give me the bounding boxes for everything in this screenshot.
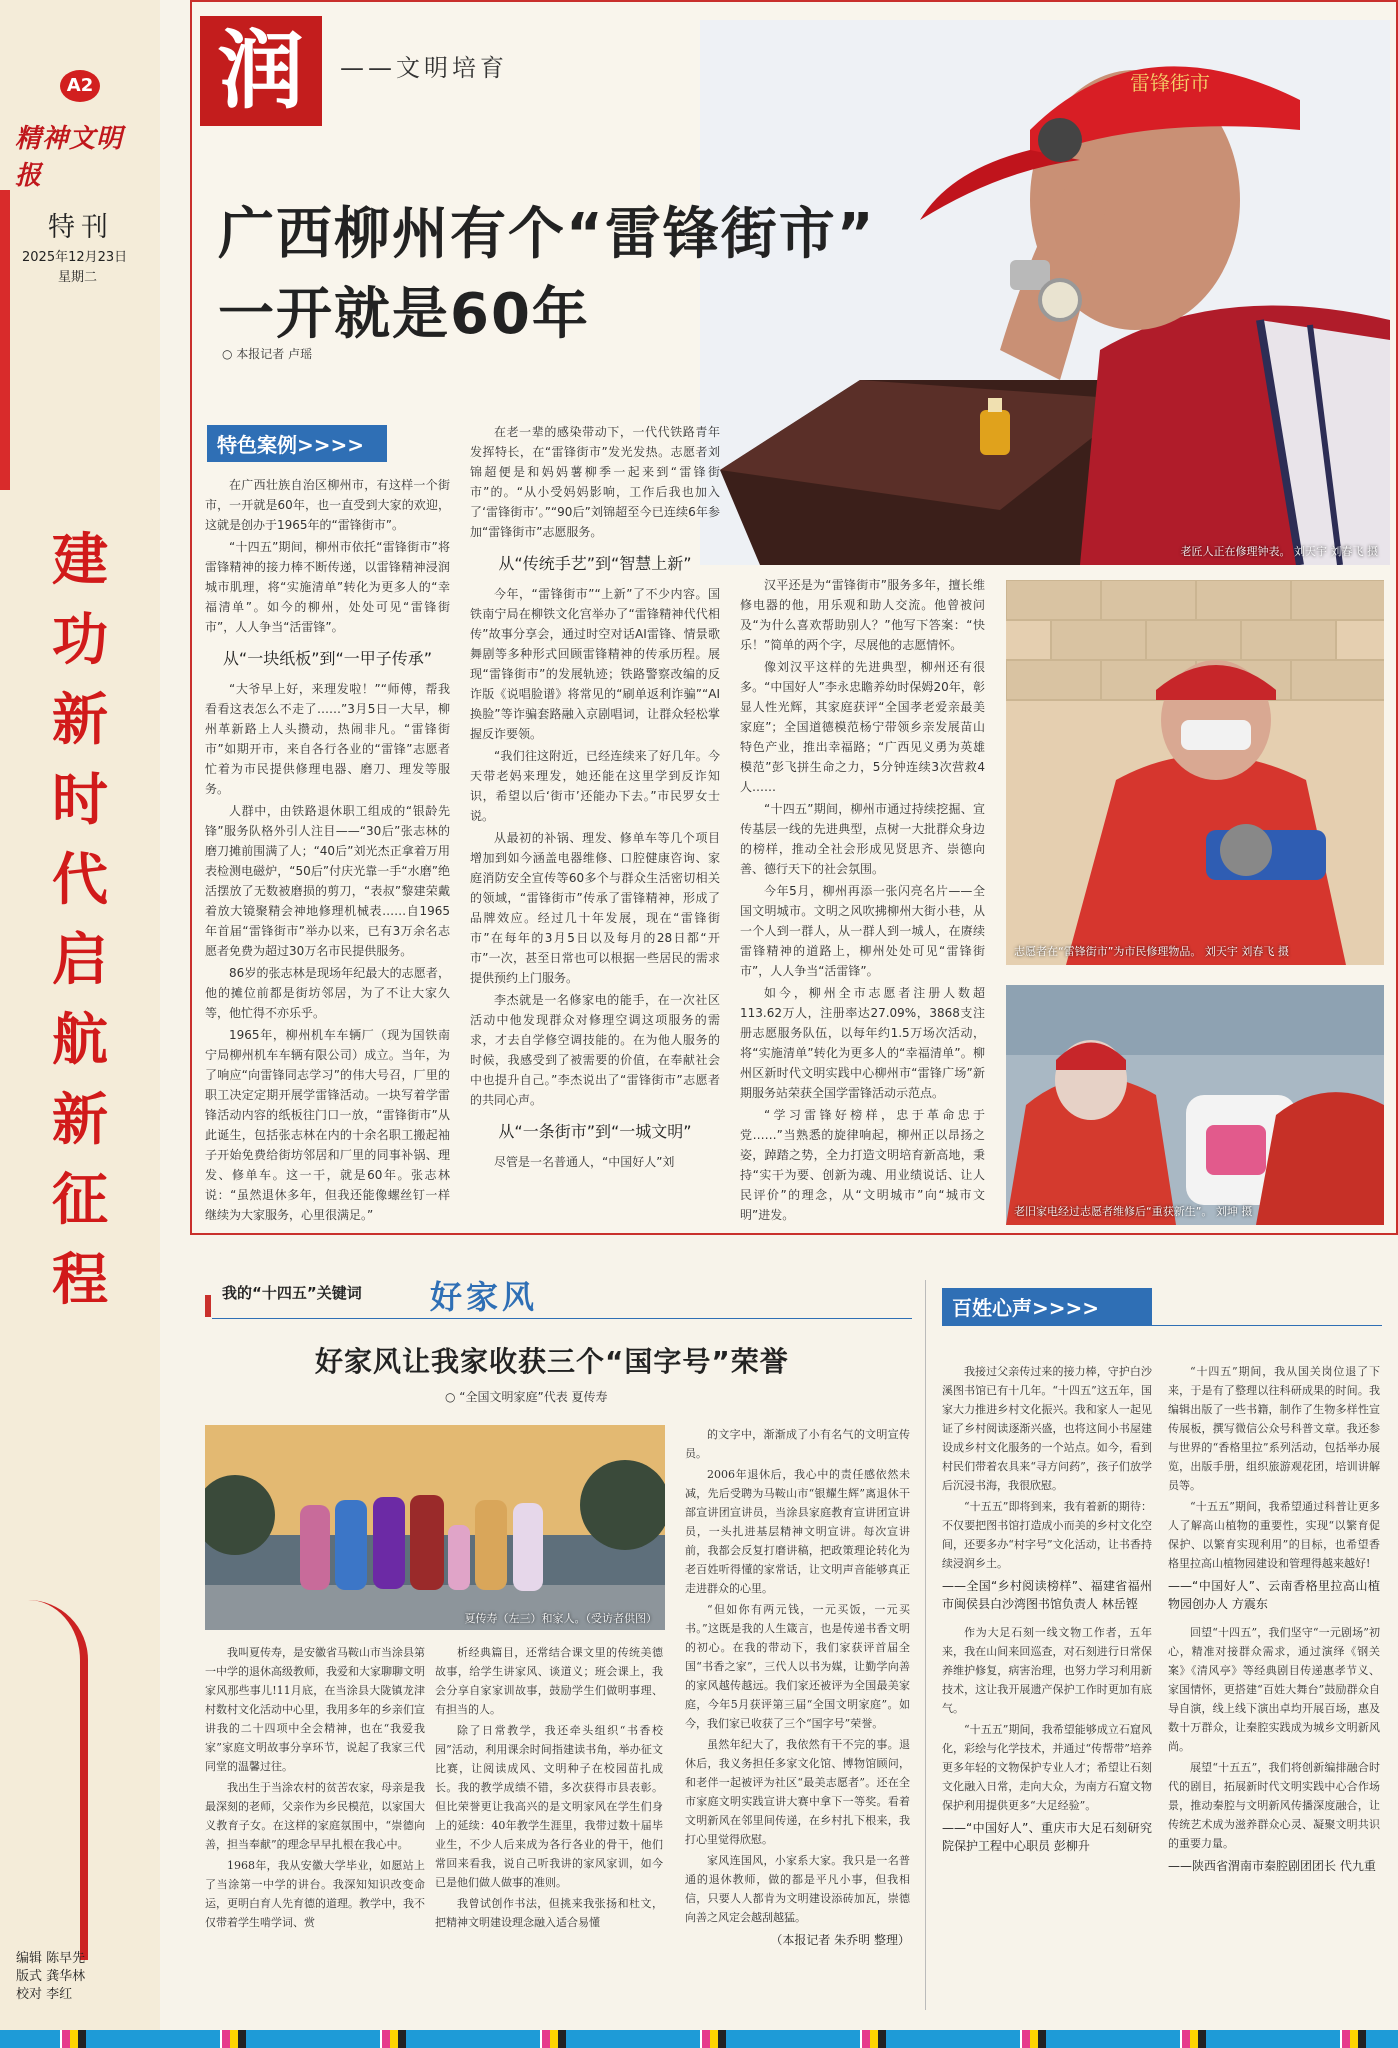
slogan-char: 启 [52,927,108,993]
column-divider [925,1280,926,2010]
paragraph: “十五五”期间，我希望通过科普让更多人了解高山植物的重要性，实现“以繁育促保护、以繁育实现利用”的目标，也希望香格里拉高山植物园建设和管理得越来越好! [1168,1500,1380,1570]
slogan-char: 新 [52,1087,108,1153]
paragraph: “十五五”期间，我希望能够成立石窟风化，彩绘与化学技术，并通过“传帮带”培养更多年轻的文物保护专业人才；希望让石刻文化融入日常，走向大众，为南方石窟文物保护利用提供更多“大足经验”。 [942,1723,1152,1812]
keyword-marker [205,1295,211,1317]
staff-credits [16,1950,85,2004]
paragraph: 在广西壮族自治区柳州市，有这样一个街市，一开就是60年，也一直受到大家的欢迎，这就是创办于1965年的“雷锋街市”。 [205,478,450,532]
family-column-2 [435,1643,663,1934]
signature: ——“中国好人”、云南香格里拉高山植物园创办人 方震东 [1168,1579,1380,1611]
paragraph: 我叫夏传寿，是安徽省马鞍山市当涂县第一中学的退休高级教师，我爱和大家聊聊文明家风那些事儿!11月底，在当涂县大陇镇龙津村数村文化活动中心里，我用多年的乡亲们宣讲我的二十四项中全会精神，也在“我爱我家”家庭文明故事分享环节，说起了我家三代同堂的温馨过往。 [205,1646,425,1773]
paragraph: 回望“十四五”，我们坚守“一元剧场”初心，精准对接群众需求，通过演绎《钢关案》《清风亭》等经典剧目传递惠孝节义、家国情怀，更搭建“百姓大舞台”鼓励群众自导自演，线上线下演出卓均开展百场，惠及数十万群众，让秦腔实践成为城乡文明新风尚。 [1168,1626,1380,1753]
issue-date: 2025年12月23日 [22,250,128,265]
watch-repairman-illustration [700,20,1390,565]
slogan-char: 程 [52,1247,108,1313]
article-column-3 [740,575,985,1227]
family-headline: 好家风让我家收获三个“国字号”荣誉 [315,1345,789,1378]
paragraph: “我们往这附近，已经连续来了好几年。今天带老妈来理发，她还能在这里学到反诈知识，希望以后‘街市’还能办下去。”市民罗女士说。 [470,749,720,823]
slogan-char: 建 [52,527,108,593]
paragraph: 析经典篇目，还常结合课文里的传统美德故事，给学生讲家风、谈道义；班会课上，我会分享自家家训故事，鼓励学生们做明事理、有担当的人。 [435,1646,663,1716]
family-column-1 [205,1643,425,1934]
paragraph: “十五五”即将到来，我有着新的期待：不仅要把图书馆打造成小而美的乡村文化空间，还要多办“村字号”文化活动，让书香持续浸润乡土。 [942,1500,1152,1570]
paragraph: 86岁的张志林是现场年纪最大的志愿者，他的摊位前都是街坊邻居，为了不让大家久等，他忙得不亦乐乎。 [205,966,450,1020]
rule-line [212,1318,912,1319]
special-issue-label: 特刊 [48,212,114,243]
keyword-label: 我的“十四五”关键词 [222,1284,362,1302]
feature-tag: 特色案例>>>> [207,425,387,462]
paragraph: 2006年退休后，我心中的责任感依然未减，先后受聘为马鞍山市“银耀生辉”离退休干部宣讲团宣讲员，当涂县家庭教育宣讲团宣讲员，一头扎进基层精神文明宣讲。每次宣讲前，我都会反复打磨讲稿，把政策理论转化为老百姓听得懂的家常话，让文明声音能够真正走进群众的心里。 [685,1468,910,1595]
paragraph: 我曾试创作书法，但挑来我张扬和杜文，把精神文明建设理念融入适合易懂 [435,1897,663,1929]
family-column-3 [685,1425,910,1959]
newspaper-logo: 精神文明报 [15,124,124,191]
paragraph: 1968年，我从安徽大学毕业，如愿站上了当涂第一中学的讲台。我深知知识改变命运，更明白育人先育德的道理。教学中，我不仅带着学生啃学词、赏 [205,1859,425,1929]
paragraph: 作为大足石刻一线文物工作者，五年来，我在山间来回巡查，对石刻进行日常保养维护修复，病害治理，也努力学习利用新技术，这让我开展遗产保护工作时更加有底气。 [942,1626,1152,1715]
paragraph: 汉平还是为“雷锋街市”服务多年，擅长维修电器的他，用乐观和助人交流。他曾被问及“为什么喜欢帮助别人？”他写下答案：“快乐！”简单的两个字，尽展他的志愿情怀。 [740,578,985,652]
article-column-2 [470,422,720,1174]
credit-layout: 版式 龚华林 [16,1969,86,1984]
keyword-badge: 好家风 [430,1278,539,1316]
credit-proofread: 校对 李红 [16,1987,73,2002]
paragraph: 家风连国风，小家系大家。我只是一名普通的退休教师，做的都是平凡小事，但我相信，只要人人都肯为文明建设添砖加瓦，崇德向善之风定会越刮越猛。 [685,1854,910,1924]
section-mark: 润 [200,16,322,126]
article-byline: ○ 本报记者 卢瑶 [222,347,313,361]
paragraph: “十四五”期间，柳州市通过持续挖掘、宣传基层一线的先进典型，点树一大批群众身边的榜样，推动全社会形成见贤思齐、崇德向善、德行天下的社会氛围。 [740,802,985,876]
editor-note: （本报记者 朱乔明 整理） [770,1933,910,1947]
paragraph: “但如你有两元钱，一元买饭，一元买书。”这既是我的人生箴言，也是传递书香文明的初心。在我的带动下，我们家获评首届全国“书香之家”，三代人以书为媒，让勤学向善的家风越传越远。我们家还被评为全国最美家庭，今年5月获评第三届“全国文明家庭”。如今，我们家已收获了三个“国字号”荣誉。 [685,1603,910,1730]
photo-volunteer-grinding [1006,580,1384,965]
paragraph: 从最初的补锅、理发、修单车等几个项目增加到如今涵盖电器维修、口腔健康咨询、家庭消防安全宣传等60多个与群众生活密切相关的领域，“雷锋街市”传承了雷锋精神，形成了品牌效应。经过几十年发展，现在“雷锋街市”在每年的3月5日以及每月的28日都“开市”一次，甚至日常也可以根据一些居民的需求提供预约上门服务。 [470,831,720,985]
photo-volunteer-appliance [1006,985,1384,1225]
main-photo [700,20,1390,565]
rule-line [942,1325,1382,1326]
paragraph: 展望“十五五”，我们将创新编排融合时代的剧目，拓展新时代文明实践中心合作场景，推动秦腔与文明新风传播深度融合，让传统艺术成为滋养群众心灵、凝聚文明共识的重要力量。 [1168,1761,1380,1850]
photo-caption: 夏传寿（左三）和家人。（受访者供图） [464,1612,657,1625]
paragraph: “大爷早上好，来理发啦！”“师傅，帮我看看这表怎么不走了……”3月5日一大早，柳州革新路上人头攒动，热闹非凡。“雷锋街市”如期开市，来自各行各业的“雷锋”志愿者忙着为市民提供修理电器、磨刀、理发等服务。 [205,682,450,796]
voices-column-1 [942,1362,1152,1865]
article-column-1 [205,475,450,1227]
photo-caption: 老旧家电经过志愿者维修后“重获新生”。 刘坤 摄 [1014,1205,1253,1218]
paragraph: 李杰就是一名修家电的能手，在一次社区活动中他发现群众对修理空调这项服务的需求，才去自学修空调技能的。在为他人服务的时候，我感受到了被需要的价值，在奉献社会中也提升自己。”李杰说出了“雷锋街市”志愿者的共同心声。 [470,993,720,1107]
paragraph: 人群中，由铁路退休职工组成的“银龄先锋”服务队格外引人注目——“30后”张志林的磨刀摊前围满了人；“40后”刘光杰正拿着万用表检测电磁炉，“50后”付庆光靠一手“水磨”绝活摆放了无数被磨损的剪刀，“表叔”黎建荣戴着放大镜聚精会神地修理机械表……自1965年首届“雷锋街市”举办以来，已有3万余名志愿者免费为超过30万名市民提供服务。 [205,804,450,958]
slogan-char: 功 [52,607,108,673]
paragraph: 除了日常教学，我还牵头组织“书香校园”活动，利用课余时间指建读书角，举办征文比赛，让阅读成风、文明种子在校园苗扎成长。我的教学成绩不错，多次获得市县表彰。但比荣誉更让我高兴的是文明家风在学生们身上的延续：40年教学生涯里，我带过数十届毕业生，不少人后来成为各行各业的骨干，他们常回来看我，说自己听我讲的家风家训，如今已是他们做人做事的准则。 [435,1724,663,1889]
signature: ——“中国好人”、重庆市大足石刻研究院保护工程中心职员 彭柳升 [942,1821,1152,1853]
slogan-char: 代 [52,847,108,913]
paragraph: “十四五”期间，柳州市依托“雷锋街市”将雷锋精神的接力棒不断传递，以雷锋精神浸润城市肌理，将“实施清单”转化为更多人的“幸福清单”。如今的柳州，处处可见“雷锋街市”，人人争当“活雷锋”。 [205,540,450,634]
credit-editor: 编辑 陈早先 [16,1951,86,1966]
subheading: 从“传统手艺”到“智慧上新” [498,554,692,573]
paragraph: 我接过父亲传过来的接力棒，守护白沙溪图书馆已有十几年。“十四五”这五年，国家大力推进乡村文化振兴。我和家人一起见证了乡村阅读逐渐兴盛，也将这间小书屋建设成乡村文化服务的一个站点。如今，看到村民们带着农具来“寻方问药”，孩子们放学后沉浸书海，我很欣慰。 [942,1365,1152,1492]
subheading: 从“一条街市”到“一城文明” [498,1122,692,1141]
page-number-badge: A2 [60,70,100,102]
signature: ——全国“乡村阅读榜样”、福建省福州市闽侯县白沙湾图书馆负责人 林岳铿 [942,1579,1152,1611]
photo-caption: 老匠人正在修理钟表。 刘天宇 刘春飞 摄 [1180,545,1378,558]
photo-caption: 志愿者在“雷锋街市”为市民修理物品。 刘天宇 刘春飞 摄 [1014,945,1289,958]
main-headline-line2: 一开就是60年 [218,282,590,347]
family-photo [205,1425,665,1630]
paragraph: “十四五”期间，我从国关岗位退了下来，于是有了整理以往科研成果的时间。我编辑出版了一些书籍，制作了生物多样性宣传展板，撰写微信公众号科普文章。我还参与世界的“香格里拉”系列活动，包括举办展览，出版手册，组织旅游观花团，培训讲解员等。 [1168,1365,1380,1492]
paragraph: 虽然年纪大了，我依然有干不完的事。退休后，我义务担任多家文化馆、博物馆顾问，和老伴一起被评为社区“最美志愿者”。还在全市家庭文明实践宣讲大赛中拿下一等奖。看着文明新风在邻里间传递，在乡村扎下根来，我打心里觉得欣慰。 [685,1738,910,1846]
main-headline-line1: 广西柳州有个“雷锋街市” [218,202,876,267]
voices-column-2 [1168,1362,1380,1885]
paragraph: 尽管是一名普通人，“中国好人”刘 [494,1155,675,1169]
paragraph: 在老一辈的感染带动下，一代代铁路青年发挥特长，在“雷锋街市”发光发热。志愿者刘锦超便是和妈妈薯柳季一起来到“雷锋街市”的。“从小受妈妈影响，工作后我也加入了‘雷锋街市’。”“90后”刘锦超至今已连续6年参加“雷锋街市”志愿服务。 [470,425,720,539]
paragraph: 的文字中，渐渐成了小有名气的文明宣传员。 [685,1428,910,1460]
slogan-char: 时 [52,767,108,833]
slogan-char: 新 [52,687,108,753]
signature: ——陕西省渭南市秦腔剧团团长 代九重 [1168,1859,1376,1873]
vertical-slogan [40,520,120,1320]
voices-tag: 百姓心声>>>> [942,1288,1152,1325]
slogan-char: 航 [52,1007,108,1073]
subheading: 从“一块纸板”到“一甲子传承” [222,649,433,668]
slogan-char: 征 [52,1167,108,1233]
paragraph: 像刘汉平这样的先进典型，柳州还有很多。“中国好人”李永忠瞻养幼时保姆20年，彰显人性光辉，其家庭获评“全国孝老爱亲最美家庭”；全国道德模范杨宁带领乡亲发展苗山特色产业，推出幸福路；“广西见义勇为英雄模范”彭飞拼生命之力，5分钟连续3次营救4人…… [740,660,985,794]
section-title: ——文明培育 [340,54,508,82]
paragraph: 我出生于当涂农村的贫苦农家，母亲是我最深刻的老师，父亲作为乡民模范，以家国大义教育子女。在这样的家庭氛围中，“崇德向善，担当奉献”的理念早早扎根在我心中。 [205,1781,425,1851]
paragraph: 1965年，柳州机车车辆厂（现为国铁南宁局柳州机车车辆有限公司）成立。当年，为了响应“向雷锋同志学习”的伟大号召，厂里的职工决定定期开展学雷锋活动。一块写着学雷锋活动内容的纸板往门口一放，“雷锋街市”从此诞生，包括张志林在内的十余名职工搬起袖子开始免费给街坊邻居和厂里的同事补锅、理发、修单车。这一干，就是60年。张志林说：“虽然退休多年，但我还能像螺丝钉一样继续为大家服务，心里很满足。” [205,1028,450,1222]
paragraph: 今年，“雷锋街市”“上新”了不少内容。国铁南宁局在柳铁文化宫举办了“雷锋精神代代相传”故事分享会，通过时空对话AI雷锋、情景歌舞剧等多种形式回顾雷锋精神的传承历程。展现“雷锋街市”的发展轨迹；铁路警察改编的反诈版《说唱脸谱》将常见的“刷单返利诈骗”“AI换脸”等诈骗套路融入京剧唱词，让群众轻松掌握反诈要领。 [470,587,720,741]
issue-weekday: 星期二 [58,270,98,285]
paragraph: 如今，柳州全市志愿者注册人数超113.62万人，注册率达27.09%，3868支注册志愿服务队伍，以每年约1.5万场次活动，将“实施清单”转化为更多人的“幸福清单”。柳州区新时代文明实践中心柳州市“雷锋广场”新期服务站荣获全国学雷锋活动示范点。 [740,986,985,1100]
color-registration-bar [0,2030,1398,2048]
family-byline: ○ “全国文明家庭”代表 夏传寿 [445,1390,608,1404]
paragraph: “学习雷锋好榜样，忠于革命忠于党……”当熟悉的旋律响起，柳州正以昂扬之姿，踔踏之势，全力打造文明培育新高地，秉持“实干为要、创新为魂、用业绩说话、让人民评价”的理念，从“文明城市”向“城市文明”进发。 [740,1108,985,1222]
decorative-ribbon-bottom [0,1600,88,1960]
svg-text:雷锋街市: 雷锋街市 [1130,71,1210,95]
paragraph: 今年5月，柳州再添一张闪亮名片——全国文明城市。文明之风吹拂柳州大街小巷，从一个人到一群人，从一群人到一城人，在赓续雷锋精神的道路上，柳州处处可见“雷锋街市”，人人争当“活雷锋”。 [740,884,985,978]
